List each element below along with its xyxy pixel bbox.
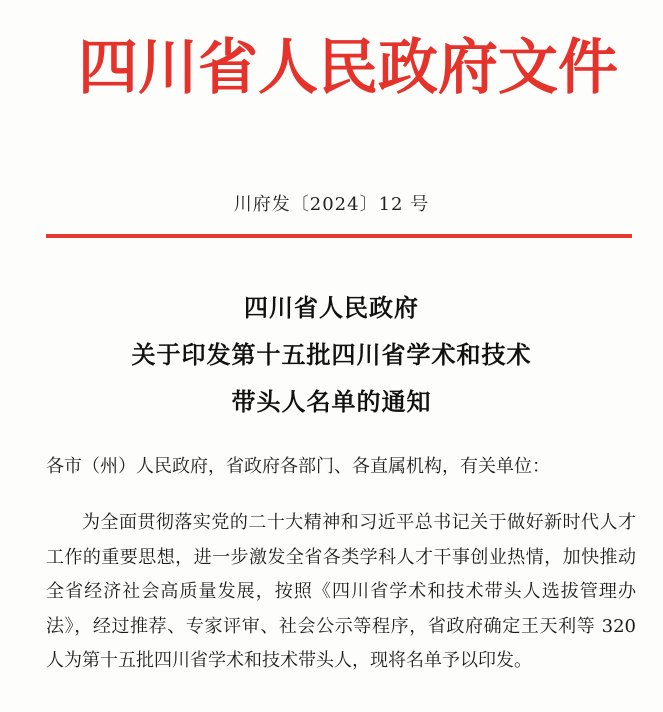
title-line-1: 四川省人民政府 <box>244 294 419 322</box>
salutation: 各市（州）人民政府，省政府各部门、各直属机构，有关单位： <box>46 456 550 477</box>
document-number: 川府发〔2024〕12 号 <box>233 194 430 215</box>
body-paragraph: 为全面贯彻落实党的二十大精神和习近平总书记关于做好新时代人才工作的重要思想，进一步激发全省各类学科人才干事创业热情，加快推动全省经济社会高质量发展，按照《四川省学术和技术带头人选拔管理办法》，经过推荐、专家评审、社会公示等程序，省政府确定王天利等 320 人为第十五批四川省学术和技术带头人，现将名单予以印发。 <box>46 512 636 671</box>
title-line-2: 关于印发第十五批四川省学术和技术 <box>131 341 532 369</box>
title-line-3: 带头人名单的通知 <box>231 388 432 416</box>
red-separator-line <box>46 234 632 238</box>
document-masthead: 四川省人民政府文件 <box>78 33 618 103</box>
